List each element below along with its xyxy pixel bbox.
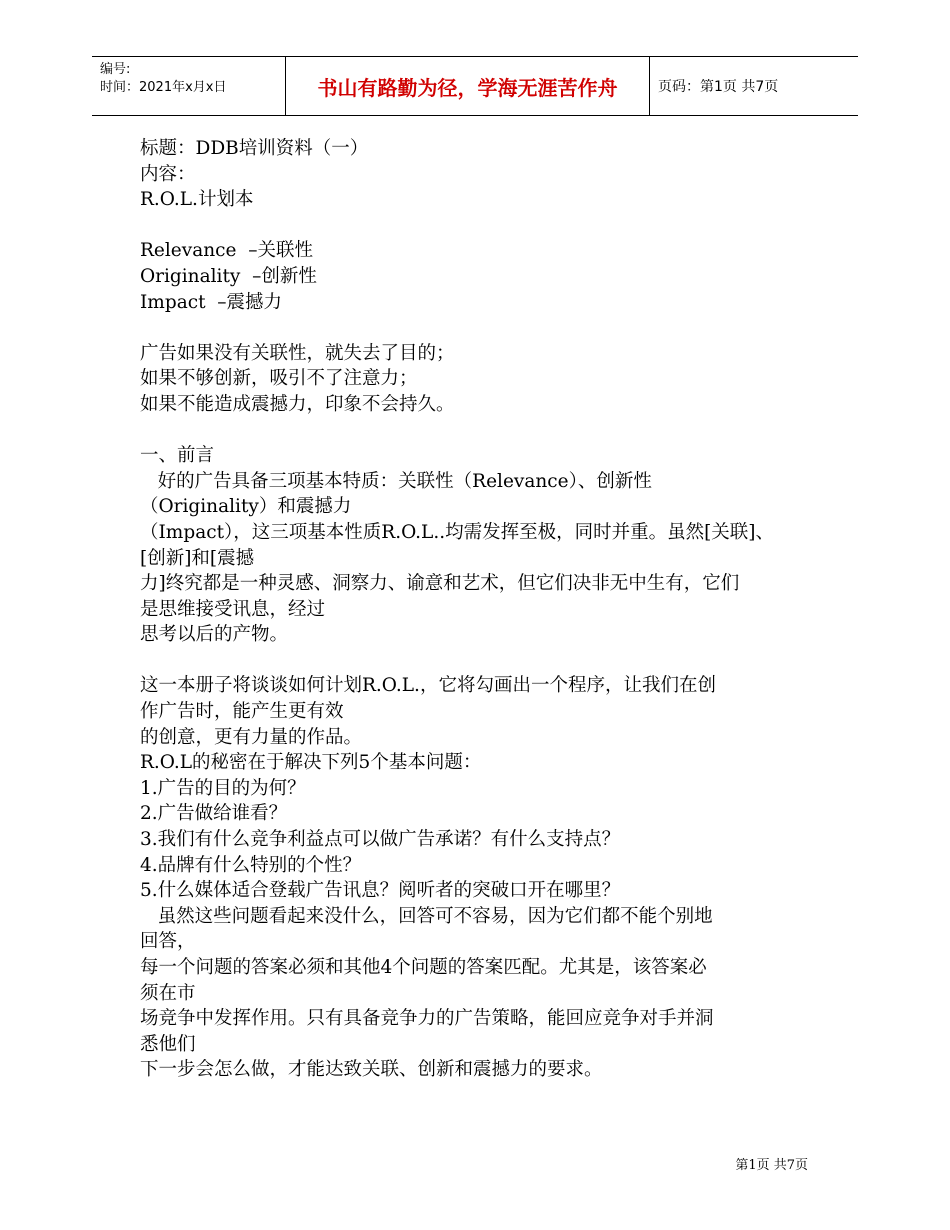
text-line: 是思维接受讯息，经过 — [140, 598, 326, 620]
text-line: Relevance –关联性 — [140, 240, 313, 262]
text-line: 5.什么媒体适合登载广告讯息？阅听者的突破口开在哪里？ — [140, 880, 621, 902]
text-line: 好的广告具备三项基本特质：关联性（Relevance）、创新性 — [140, 470, 652, 492]
text-line: （Originality）和震撼力 — [140, 496, 352, 518]
text-line: 虽然这些问题看起来没什么，回答可不容易，因为它们都不能个别地 — [140, 905, 713, 927]
text-line: 标题：DDB培训资料（一） — [140, 138, 369, 159]
number-label: 编号: — [100, 62, 131, 77]
text-line: 内容： — [140, 163, 196, 185]
text-line: 1.广告的目的为何？ — [140, 777, 306, 799]
text-line: 悉他们 — [140, 1033, 196, 1055]
text-line: 须在市 — [140, 982, 196, 1004]
text-line: 作广告时，能产生更有效 — [140, 701, 344, 723]
text-line: 如果不能造成震撼力，印象不会持久。 — [140, 393, 455, 415]
text-line: 下一步会怎么做，才能达致关联、创新和震撼力的要求。 — [140, 1059, 603, 1081]
text-line: 3.我们有什么竞争利益点可以做广告承诺？有什么支持点？ — [140, 829, 621, 851]
text-line: [创新]和[震撼 — [140, 547, 255, 569]
text-line: 每一个问题的答案必须和其他4个问题的答案匹配。尤其是，该答案必 — [140, 957, 707, 978]
text-line: R.O.L的秘密在于解决下列5个基本问题： — [140, 752, 482, 774]
text-line: Originality –创新性 — [140, 265, 317, 287]
text-line: 回答， — [140, 931, 196, 953]
blank-line — [140, 648, 820, 674]
text-line: 的创意，更有力量的作品。 — [140, 726, 363, 748]
document-body — [140, 136, 820, 1083]
text-line: Impact –震撼力 — [140, 291, 283, 313]
header-page-info: 页码：第1页 共7页 — [658, 79, 779, 95]
text-line: 一、前言 — [140, 445, 215, 467]
text-line: （Impact），这三项基本性质R.O.L..均需发挥至极，同时并重。虽然[关联]、 — [140, 521, 775, 543]
header-motto: 书山有路勤为径，学海无涯苦作舟 — [317, 75, 618, 100]
blank-line — [140, 418, 820, 444]
page-header — [92, 56, 858, 116]
text-line: 场竞争中发挥作用。只有具备竞争力的广告策略，能回应竞争对手并洞 — [140, 1008, 714, 1030]
text-line: 这一本册子将谈谈如何计划R.O.L.，它将勾画出一个程序，让我们在创 — [140, 675, 716, 697]
blank-line — [140, 315, 820, 341]
blank-line — [140, 213, 820, 239]
text-line: 2.广告做给谁看？ — [140, 803, 288, 825]
text-line: 思考以后的产物。 — [140, 624, 289, 646]
text-line: R.O.L.计划本 — [140, 189, 254, 211]
footer-page-info: 第1页 共7页 — [735, 1158, 808, 1173]
text-line: 广告如果没有关联性，就失去了目的； — [140, 342, 455, 364]
text-line: 4.品牌有什么特别的个性？ — [140, 854, 362, 876]
time-label: 时间：2021年x月x日 — [100, 80, 227, 95]
header-divider — [649, 57, 650, 115]
text-line: 如果不够创新，吸引不了注意力； — [140, 368, 418, 390]
text-line: 力]终究都是一种灵感、洞察力、谕意和艺术，但它们决非无中生有，它们 — [140, 573, 740, 595]
header-meta — [100, 61, 226, 97]
